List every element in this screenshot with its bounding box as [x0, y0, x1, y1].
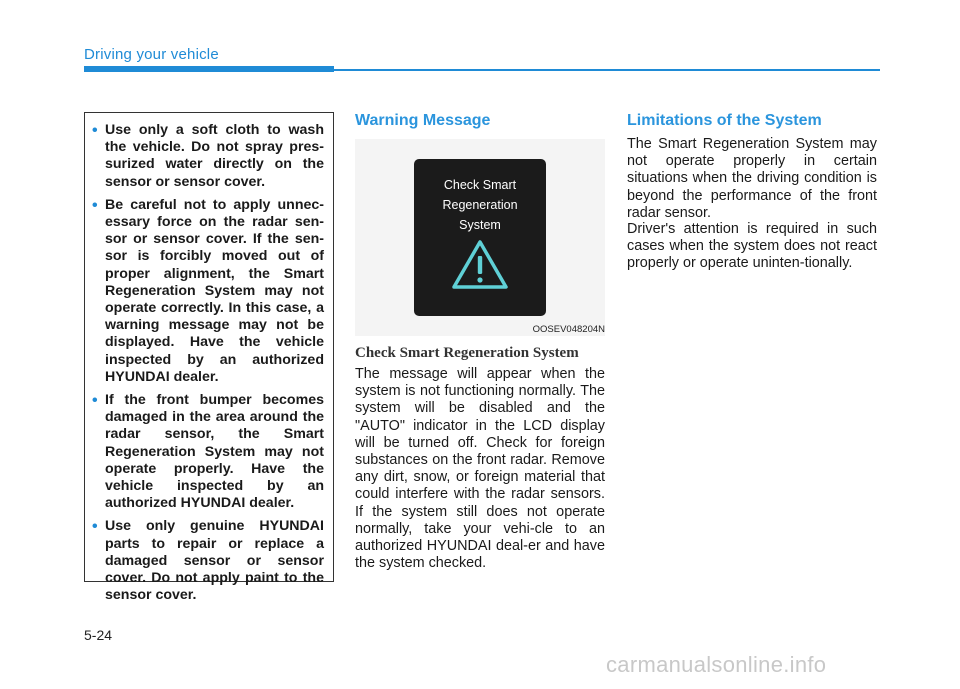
caution-text: Use only genuine HYUNDAI parts to repair or replace a damaged sensor or sensor cover. Do not apply paint to the sensor cover.	[105, 518, 324, 604]
warning-figure	[355, 139, 605, 336]
cluster-display	[414, 159, 546, 316]
caution-item	[92, 392, 324, 512]
limitations-paragraph: Driver's attention is required in such cases when the system does not react properly or operate uninten-tionally.	[627, 221, 877, 272]
bullet-icon: •	[92, 122, 98, 139]
warning-triangle-icon	[450, 237, 510, 291]
caution-item	[92, 122, 324, 191]
limitations-heading: Limitations of the System	[627, 112, 822, 129]
bullet-icon: •	[92, 392, 98, 410]
header-section-title: Driving your vehicle	[84, 46, 219, 63]
caution-box	[84, 112, 334, 604]
display-line: Regeneration	[442, 198, 518, 212]
caution-item	[92, 196, 324, 386]
bullet-icon: •	[92, 518, 98, 536]
watermark: carmanualsonline.info	[606, 652, 827, 677]
caution-text: If the front bumper becomes damaged in the area around the radar sensor, the Smart Regeneration System may not operate properly. Have the vehicle inspected by an authorized HYUNDAI dealer.	[105, 392, 324, 512]
header-accent-bar	[84, 66, 334, 72]
caution-text: Use only a soft cloth to wash the vehicle. Do not spray pres-surized water directly on the sensor or sensor cover.	[105, 122, 324, 190]
warning-message-heading: Warning Message	[355, 112, 491, 129]
warning-message-body: The message will appear when the system is not functioning normally. The system will be disabled and the "AUTO" indicator in the LCD display will be turned off. Check for foreign substances on the front radar. Remove any dirt, snow, or foreign material that could interfere with the radar sensors. If the system still does not operate normally, take your vehi-cle to an authorized HYUNDAI deal-er and have the system checked.	[355, 366, 605, 572]
figure-code: OOSEV048204N	[532, 324, 605, 335]
caution-text: Be careful not to apply unnec-essary force on the radar sen-sor or sensor cover. If the sen-sor is forcibly moved out of proper alignment, the Smart Regeneration System may not operate correctly. In this case, a warning message may not be displayed. Have the vehicle inspected by an authorized HYUNDAI dealer.	[105, 196, 324, 385]
page-number: 5-24	[84, 627, 113, 643]
check-system-subheading: Check Smart Regeneration System	[355, 345, 579, 361]
bullet-icon: •	[92, 196, 98, 214]
limitations-paragraph: The Smart Regeneration System may not operate properly in certain situations when the driving condition is beyond the performance of the front radar sensor.	[627, 136, 877, 221]
caution-list	[92, 122, 324, 604]
header-rule	[334, 69, 880, 71]
display-line: Check Smart	[443, 178, 517, 192]
display-line: System	[459, 218, 501, 232]
caution-item	[92, 518, 324, 604]
